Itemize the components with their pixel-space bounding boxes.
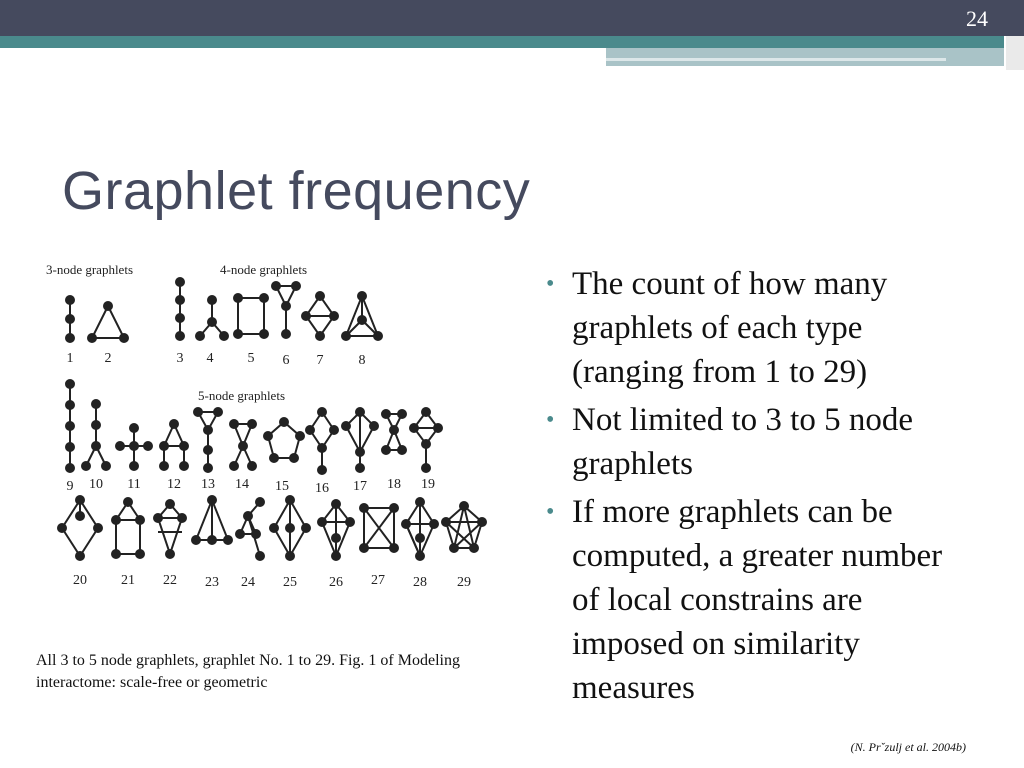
header-accent-line — [606, 58, 946, 61]
graphlet-21 — [112, 498, 144, 558]
graphlet-18 — [382, 410, 406, 454]
graphlet-13 — [194, 408, 222, 472]
graphlet-28 — [402, 498, 438, 560]
graphlet-number: 26 — [329, 575, 343, 590]
graphlet-4 — [196, 296, 228, 340]
graphlet-20 — [58, 496, 102, 560]
graphlet-14 — [230, 420, 256, 470]
graphlets-figure — [40, 256, 500, 596]
label-4-node: 4-node graphlets — [220, 262, 308, 277]
graphlet-3 — [176, 278, 184, 340]
graphlet-16 — [306, 408, 338, 474]
header-tab — [1004, 36, 1024, 70]
graphlet-6 — [272, 282, 300, 338]
bullet-text: Not limited to 3 to 5 node graphlets — [572, 402, 913, 482]
graphlet-number: 29 — [457, 575, 471, 590]
graphlet-9 — [66, 380, 74, 472]
graphlet-10 — [82, 400, 110, 470]
graphlet-8 — [342, 292, 382, 340]
graphlet-number: 17 — [353, 479, 367, 494]
slide-number: 24 — [966, 6, 988, 31]
graphlet-number: 16 — [315, 481, 329, 496]
graphlet-19 — [410, 408, 442, 472]
graphlet-number: 9 — [66, 479, 74, 494]
graphlet-15 — [264, 418, 304, 462]
label-3-node: 3-node graphlets — [46, 262, 134, 277]
graphlet-number: 8 — [358, 353, 366, 368]
graphlet-number: 14 — [235, 477, 249, 492]
graphlet-17 — [342, 408, 378, 472]
graphlet-number: 18 — [387, 477, 401, 492]
header-band — [0, 0, 1024, 36]
slide-title: Graphlet frequency — [62, 161, 531, 221]
graphlet-number: 20 — [73, 573, 87, 588]
graphlet-number: 19 — [421, 477, 435, 492]
bullet-item — [546, 490, 976, 710]
graphlet-29 — [442, 502, 486, 552]
graphlet-number: 11 — [127, 477, 141, 492]
graphlet-number: 24 — [241, 575, 255, 590]
graphlet-22 — [154, 500, 186, 558]
graphlet-number: 5 — [247, 351, 255, 366]
graphlet-number: 21 — [121, 573, 135, 588]
graphlet-1 — [66, 296, 74, 342]
graphlet-24 — [236, 498, 264, 560]
graphlet-number: 25 — [283, 575, 297, 590]
graphlet-27 — [360, 504, 398, 552]
bullet-list — [546, 262, 976, 714]
graphlet-number: 12 — [167, 477, 181, 492]
graphlet-number: 3 — [176, 351, 184, 366]
graphlet-number: 13 — [201, 477, 215, 492]
bullet-item — [546, 262, 976, 394]
graphlet-11 — [116, 424, 152, 470]
bullet-dot-icon: • — [546, 407, 555, 433]
graphlet-2 — [88, 302, 128, 342]
bullet-dot-icon: • — [546, 499, 555, 525]
graphlet-number: 15 — [275, 479, 289, 494]
graphlet-7 — [302, 292, 338, 340]
figure-caption: All 3 to 5 node graphlets, graphlet No. 1 to 29. Fig. 1 of Modeling interactome: scale-free or geometric — [36, 652, 460, 691]
bullet-dot-icon: • — [546, 271, 555, 297]
bullet-text: If more graphlets can be computed, a greater number of local constrains are imposed on similarity measures — [572, 494, 943, 706]
citation: (N. Prˇzulj et al. 2004b) — [850, 740, 966, 754]
bullet-text: The count of how many graphlets of each type (ranging from 1 to 29) — [572, 266, 888, 390]
graphlet-number: 7 — [316, 353, 324, 368]
graphlet-5 — [234, 294, 268, 338]
graphlet-23 — [192, 496, 232, 544]
graphlet-25 — [270, 496, 310, 560]
graphlet-number: 28 — [413, 575, 427, 590]
graphlet-number: 27 — [371, 573, 385, 588]
graphlet-number: 10 — [89, 477, 103, 492]
graphlet-number: 4 — [206, 351, 214, 366]
graphlet-number: 1 — [66, 351, 74, 366]
graphlet-26 — [318, 500, 354, 560]
graphlet-number: 6 — [282, 353, 290, 368]
header-accent-band — [0, 36, 1024, 48]
graphlet-12 — [160, 420, 188, 470]
graphlet-number: 23 — [205, 575, 219, 590]
label-5-node: 5-node graphlets — [198, 388, 286, 403]
bullet-item — [546, 398, 976, 486]
header-accent-band-light — [606, 48, 1024, 66]
graphlet-number: 2 — [104, 351, 112, 366]
graphlet-number: 22 — [163, 573, 177, 588]
